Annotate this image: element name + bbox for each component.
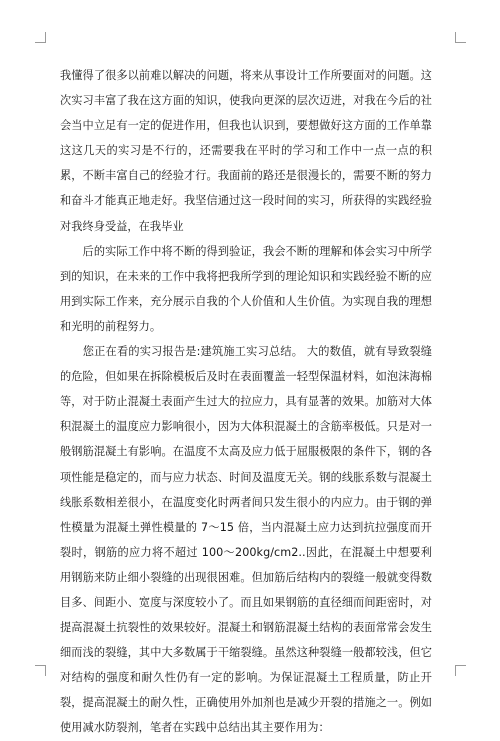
paragraph-future-work: 后的实际工作中将不断的得到验证，我会不断的理解和体会实习中所学到的知识，在未来的工作中我将把我所学到的理论知识和实践经验不断的应用到实际工作来，充分展示自我的个人价值和人生价值。为实现自我的理想和光明的前程努力。: [60, 244, 432, 333]
document-body: [60, 63, 432, 741]
page-corner-mark-top-left: [35, 32, 46, 43]
page-corner-mark-bottom-left: [35, 665, 46, 676]
paragraph-concrete-cracking: 您正在看的实习报告是:建筑施工实习总结。 大的数值，就有导致裂缝的危险，但如果在拆除模板后及时在表面覆盖一轻型保温材料，如泡沫海棉等，对于防止混凝土表面产生过大的拉应力，具有显著的效果。加筋对大体积混凝土的温度应力影响很小，因为大体积混凝土的含筋率极低。只是对一般钢筋混凝土有影响。在温度不太高及应力低于屈服极限的条件下，钢的各项性能是稳定的，而与应力状态、时间及温度无关。钢的线胀系数与混凝土线胀系数相差很小，在温度变化时两者间只发生很小的内应力。由于钢的弹性模量为混凝土弹性模量的 7～15 倍，当内混凝土应力达到抗拉强度而开裂时，钢筋的应力将不超过 100～200kg/cm2..因此，在混凝土中想要利用钢筋来防止细小裂缝的出现很困难。但加筋后结构内的裂缝一般就变得数目多、间距小、宽度与深度较小了。而且如果钢筋的直径细而间距密时，对提高混凝土抗裂性的效果较好。混凝土和钢筋混凝土结构的表面常常会发生细而浅的裂缝，其中大多数属于干缩裂缝。虽然这种裂缝一般都较浅，但它对结构的强度和耐久性仍有一定的影响。为保证混凝土工程质量，防止开裂，提高混凝土的耐久性，正确使用外加剂也是减少开裂的措施之一。例如使用减水防裂剂，笔者在实践中总结出其主要作用为：: [60, 345, 432, 735]
page-corner-mark-bottom-right: [455, 665, 466, 676]
page-corner-mark-top-right: [455, 32, 466, 43]
paragraph-internship-reflection: 我懂得了很多以前难以解决的问题，将来从事设计工作所要面对的问题。这次实习丰富了我在这方面的知识，使我向更深的层次迈进，对我在今后的社会当中立足有一定的促进作用，但我也认识到，要想做好这方面的工作单靠这这几天的实习是不行的，还需要我在平时的学习和工作中一点一点的积累，不断丰富自己的经验才行。我面前的路还是很漫长的，需要不断的努力和奋斗才能真正地走好。我坚信通过这一段时间的实习，所获得的实践经验对我终身受益，在我毕业: [60, 69, 432, 233]
